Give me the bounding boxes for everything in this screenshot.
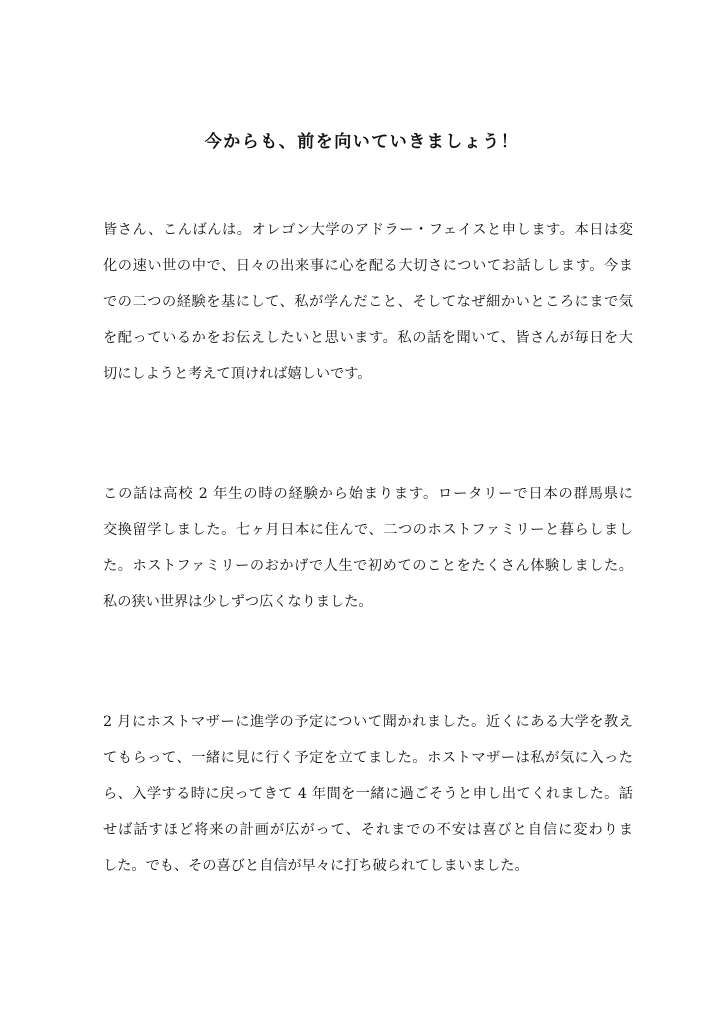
text-line: 化の速い世の中で、日々の出来事に心を配る大切さについてお話しします。今ま bbox=[103, 258, 633, 274]
text-line: この話は高校 2 年生の時の経験から始まります。ロータリーで日本の群馬県に bbox=[103, 486, 633, 502]
text-line: 私の狭い世界は少しずつ広くなりました。 bbox=[103, 594, 373, 610]
paragraph-introduction bbox=[103, 212, 633, 392]
document-title: 今からも、前を向いていきましょう！ bbox=[204, 132, 520, 152]
text-line: 交換留学しました。七ヶ月日本に住んで、二つのホストファミリーと暮らしまし bbox=[103, 522, 633, 538]
text-line: 皆さん、こんばんは。オレゴン大学のアドラー・フェイスと申します。本日は変 bbox=[103, 222, 633, 238]
paragraph-host-mother bbox=[103, 704, 633, 884]
text-line: た。ホストファミリーのおかげで人生で初めてのことをたくさん体験しました。 bbox=[103, 558, 633, 574]
text-line: 切にしようと考えて頂ければ嬉しいです。 bbox=[103, 366, 372, 382]
text-line: を配っているかをお伝えしたいと思います。私の話を聞いて、皆さんが毎日を大 bbox=[103, 330, 633, 346]
text-line: ら、入学する時に戻ってきて 4 年間を一緒に過ごそうと申し出てくれました。話 bbox=[103, 786, 633, 802]
text-line: せば話すほど将来の計画が広がって、それまでの不安は喜びと自信に変わりま bbox=[103, 822, 633, 838]
text-line: した。でも、その喜びと自信が早々に打ち破られてしまいました。 bbox=[103, 858, 529, 874]
text-line: てもらって、一緒に見に行く予定を立てました。ホストマザーは私が気に入った bbox=[103, 750, 633, 766]
text-line: での二つの経験を基にして、私が学んだこと、そしてなぜ細かいところにまで気 bbox=[103, 294, 633, 310]
paragraph-exchange-study bbox=[103, 476, 633, 620]
text-line: 2 月にホストマザーに進学の予定について聞かれました。近くにある大学を教え bbox=[103, 714, 633, 730]
